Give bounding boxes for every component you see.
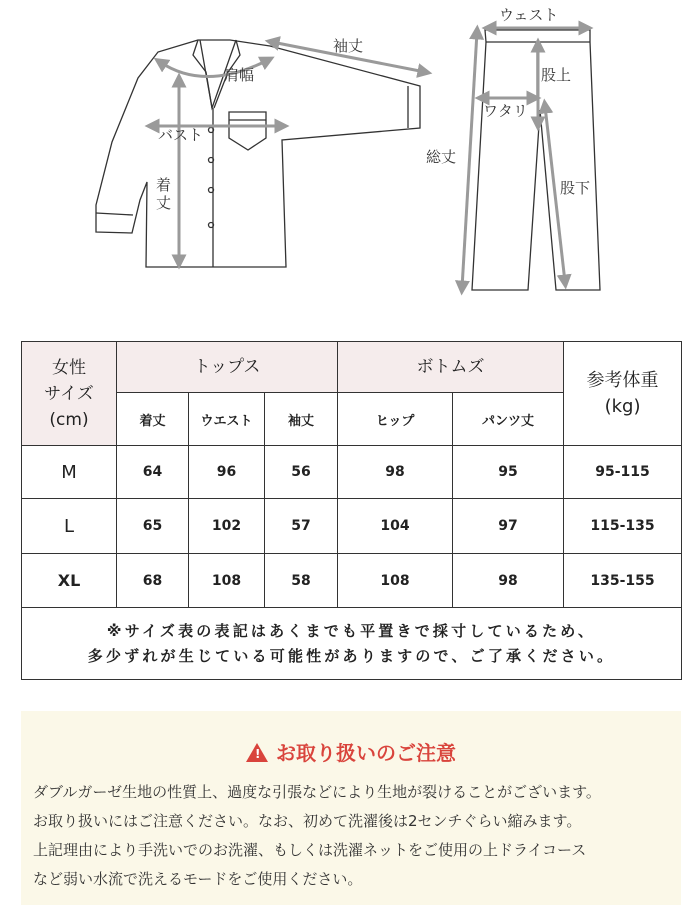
label-waist: ウェスト xyxy=(499,6,559,24)
label-thigh: ワタリ xyxy=(483,102,528,120)
pants-illustration xyxy=(472,30,600,290)
label-inseam: 股下 xyxy=(560,179,591,197)
value-cell: 95 xyxy=(453,446,564,499)
value-cell: 108 xyxy=(338,554,453,608)
care-text xyxy=(33,778,678,894)
table-row xyxy=(22,446,682,499)
size-note xyxy=(22,608,682,680)
warning-icon: ! xyxy=(246,743,268,762)
size-cell: M xyxy=(22,446,117,499)
value-cell: 57 xyxy=(265,499,338,554)
care-title-text: お取り扱いのご注意 xyxy=(276,741,456,765)
label-shoulder: 肩幅 xyxy=(224,66,255,84)
weight-cell: 135-155 xyxy=(564,554,682,608)
value-cell: 108 xyxy=(189,554,265,608)
value-cell: 68 xyxy=(117,554,189,608)
col-header-hip: ヒップ xyxy=(338,393,453,446)
size-diagram xyxy=(0,0,700,320)
weight-cell: 115-135 xyxy=(564,499,682,554)
size-cell: L xyxy=(22,499,117,554)
care-line: ダブルガーゼ生地の性質上、過度な引張などにより生地が裂けることがございます。 xyxy=(33,783,601,801)
value-cell: 98 xyxy=(453,554,564,608)
value-cell: 56 xyxy=(265,446,338,499)
value-cell: 104 xyxy=(338,499,453,554)
col-header-pants-length: パンツ丈 xyxy=(453,393,564,446)
label-length-2: 丈 xyxy=(156,194,172,212)
size-table xyxy=(21,341,682,680)
label-sleeve: 袖丈 xyxy=(333,37,364,55)
bottoms-group-header: ボトムズ xyxy=(338,342,564,393)
col-header-length: 着丈 xyxy=(117,393,189,446)
label-rise: 股上 xyxy=(541,66,572,84)
size-corner-header xyxy=(22,342,117,446)
corner-line-2: サイズ xyxy=(44,383,94,404)
size-note-line-1: ※サイズ表の表記はあくまでも平置きで採寸しているため、 xyxy=(106,621,597,640)
weight-header xyxy=(564,342,682,446)
weight-cell: 95-115 xyxy=(564,446,682,499)
value-cell: 96 xyxy=(189,446,265,499)
care-line: 上記理由により手洗いでのお洗濯、もしくは洗濯ネットをご使用の上ドライコース xyxy=(33,841,587,859)
value-cell: 97 xyxy=(453,499,564,554)
table-row xyxy=(22,499,682,554)
label-total: 総丈 xyxy=(426,148,457,166)
tops-group-header: トップス xyxy=(117,342,338,393)
weight-header-line-2: (kg) xyxy=(604,395,641,417)
care-line: など弱い水流で洗えるモードをご使用ください。 xyxy=(33,870,363,888)
label-length-1: 着 xyxy=(156,176,172,194)
weight-header-line-1: 参考体重 xyxy=(586,369,659,391)
care-notice xyxy=(21,711,681,905)
value-cell: 58 xyxy=(265,554,338,608)
label-bust: バスト xyxy=(158,126,204,144)
shirt-illustration xyxy=(96,40,420,267)
col-header-sleeve: 袖丈 xyxy=(265,393,338,446)
value-cell: 65 xyxy=(117,499,189,554)
value-cell: 98 xyxy=(338,446,453,499)
value-cell: 102 xyxy=(189,499,265,554)
value-cell: 64 xyxy=(117,446,189,499)
size-cell: XL xyxy=(22,554,117,608)
care-line: お取り扱いにはご注意ください。なお、初めて洗濯後は2センチぐらい縮みます。 xyxy=(33,812,582,830)
corner-line-3: (cm) xyxy=(49,409,89,430)
table-row xyxy=(22,554,682,608)
corner-line-1: 女性 xyxy=(52,357,86,378)
care-title xyxy=(21,737,681,766)
shirt-measure-lines xyxy=(152,42,425,262)
size-note-line-2: 多少ずれが生じている可能性がありますので、ご了承ください。 xyxy=(87,646,616,665)
col-header-waist: ウエスト xyxy=(189,393,265,446)
